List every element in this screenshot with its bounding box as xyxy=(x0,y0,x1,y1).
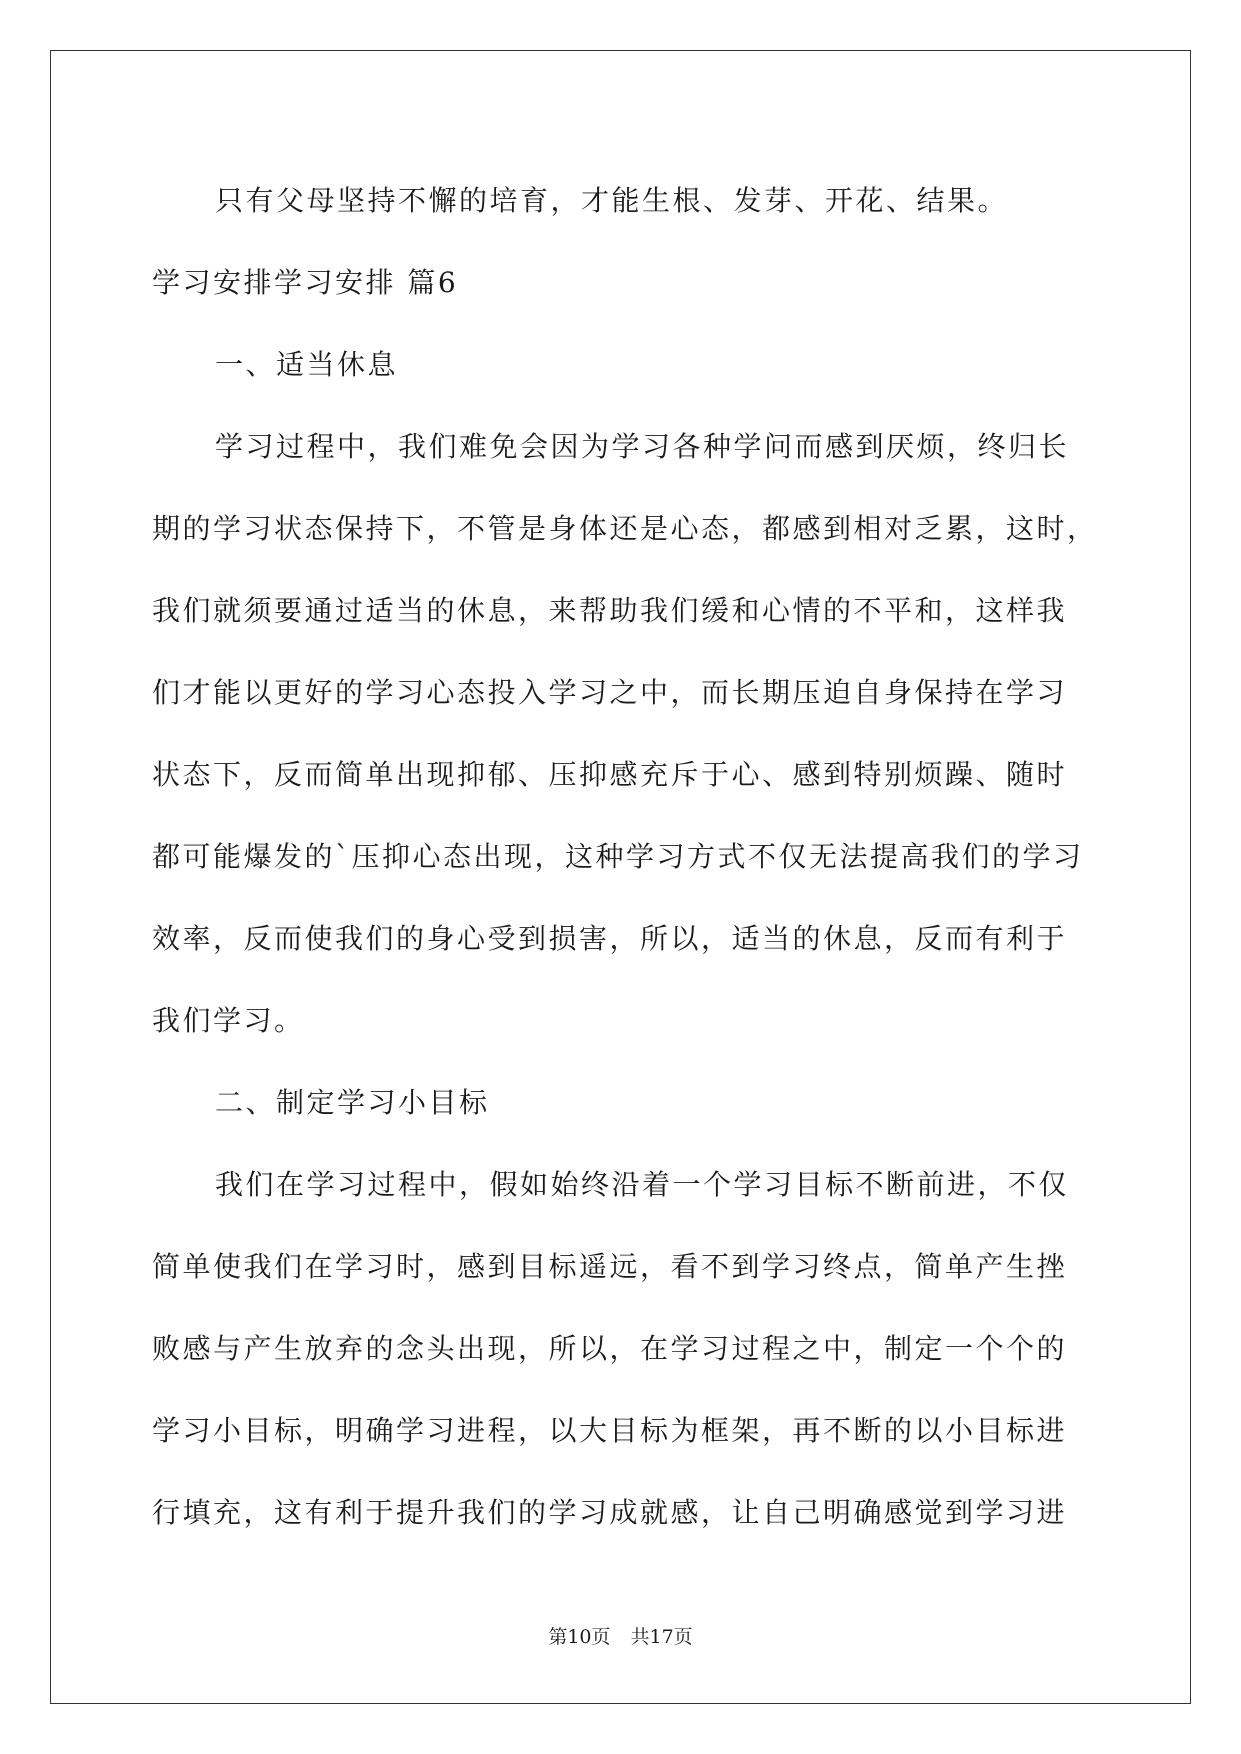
paragraph-line: 学习过程中，我们难免会因为学习各种学问而感到厌烦，终归长 xyxy=(215,430,1070,463)
paragraph-line: 学习小目标，明确学习进程，以大目标为框架，再不断的以小目标进 xyxy=(152,1414,1068,1447)
page-footer xyxy=(0,1622,1241,1649)
paragraph-line: 只有父母坚持不懈的培育，才能生根、发芽、开花、结果。 xyxy=(215,184,1009,217)
paragraph-line: 期的学习状态保持下，不管是身体还是心态，都感到相对乏累，这时， xyxy=(152,512,1098,545)
paragraph-line: 我们学习。 xyxy=(152,1004,305,1037)
page-number: 第10页 xyxy=(548,1626,611,1648)
page-total: 共17页 xyxy=(630,1626,693,1648)
paragraph-line: 败感与产生放弃的念头出现，所以，在学习过程之中，制定一个个的 xyxy=(152,1332,1068,1365)
paragraph-line: 们才能以更好的学习心态投入学习之中，而长期压迫自身保持在学习 xyxy=(152,676,1068,709)
paragraph-line: 都可能爆发的`压抑心态出现，这种学习方式不仅无法提高我们的学习 xyxy=(152,840,1084,873)
paragraph-line: 我们在学习过程中，假如始终沿着一个学习目标不断前进，不仅 xyxy=(215,1168,1070,1201)
subheading-goals: 二、制定学习小目标 xyxy=(215,1086,490,1119)
paragraph-line: 效率，反而使我们的身心受到损害，所以，适当的休息，反而有利于 xyxy=(152,922,1068,955)
paragraph-line: 状态下，反而简单出现抑郁、压抑感充斥于心、感到特别烦躁、随时 xyxy=(152,758,1068,791)
section-heading: 学习安排学习安排 篇6 xyxy=(152,266,459,299)
subheading-rest: 一、适当休息 xyxy=(215,348,399,381)
paragraph-line: 我们就须要通过适当的休息，来帮助我们缓和心情的不平和，这样我 xyxy=(152,594,1068,627)
paragraph-line: 简单使我们在学习时，感到目标遥远，看不到学习终点，简单产生挫 xyxy=(152,1250,1068,1283)
paragraph-line: 行填充，这有利于提升我们的学习成就感，让自己明确感觉到学习进 xyxy=(152,1496,1068,1529)
document-body xyxy=(152,160,1098,1554)
